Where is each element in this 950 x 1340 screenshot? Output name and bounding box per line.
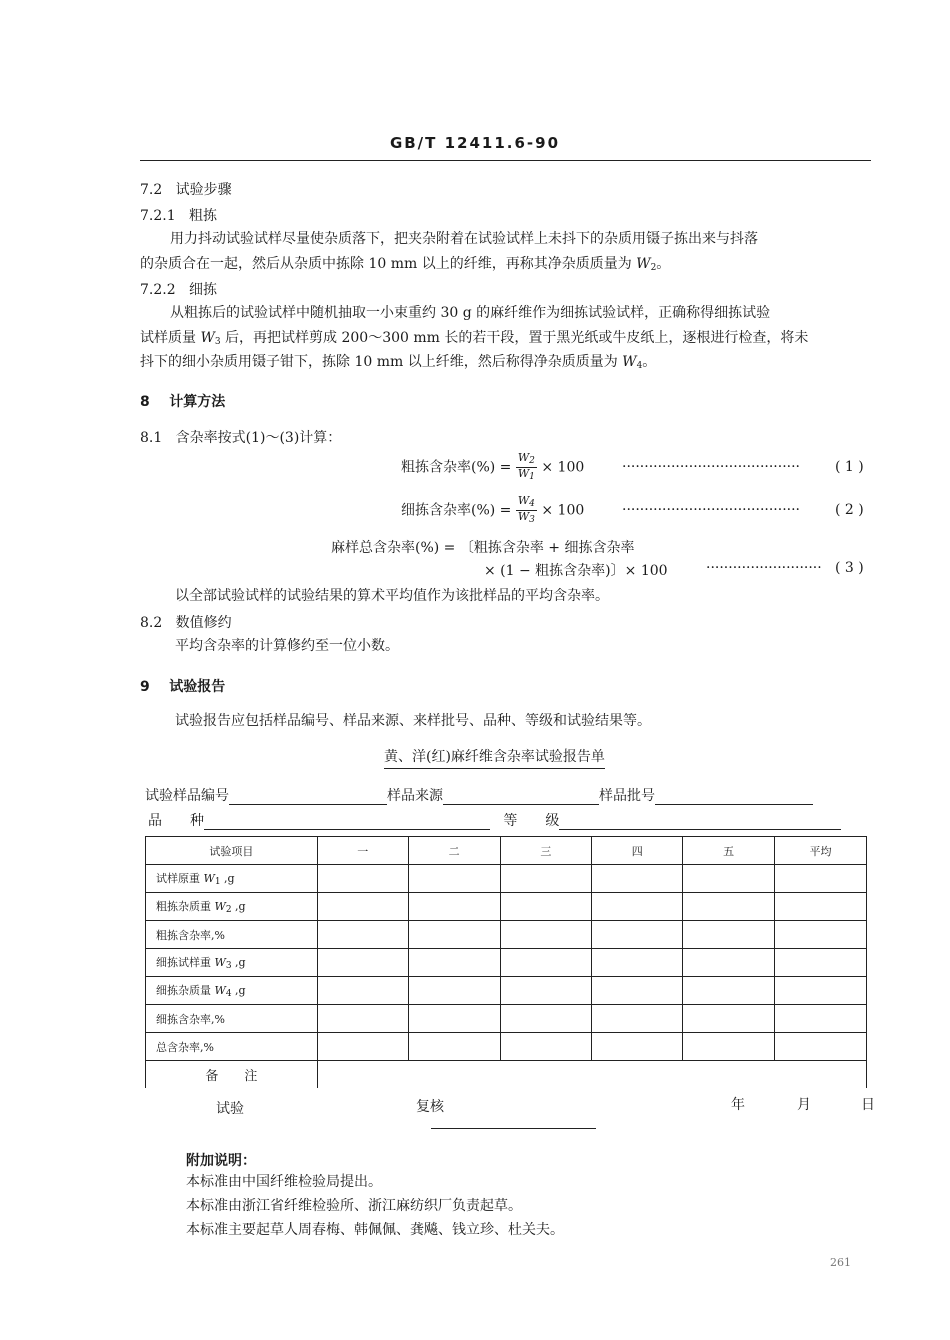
numerator-var: W <box>517 451 530 464</box>
section-title: 计算方法 <box>169 394 226 410</box>
appendix-line: 本标准由中国纤维检验局提出。 <box>186 1174 382 1190</box>
data-cell[interactable] <box>775 893 867 921</box>
data-cell[interactable] <box>683 893 775 921</box>
section-9-heading <box>140 676 225 696</box>
section-number: 8.1 <box>140 430 163 446</box>
formula-rhs: × 100 <box>536 502 585 519</box>
data-cell[interactable] <box>408 977 500 1005</box>
numerator-sub: 2 <box>529 456 535 466</box>
month-label: 月 <box>797 1097 811 1113</box>
field-label: 样品批号 <box>599 788 655 804</box>
section-number: 7.2.2 <box>140 282 176 298</box>
section-number: 9 <box>140 679 150 695</box>
section-title: 试验步骤 <box>175 182 232 198</box>
section-title: 数值修约 <box>175 615 232 631</box>
paragraph-line: 从粗拣后的试验试样中随机抽取一小束重约 30 g 的麻纤维作为细拣试验试样，正确称得细拣试验 <box>170 305 771 321</box>
data-cell[interactable] <box>317 977 408 1005</box>
data-cell[interactable] <box>775 949 867 977</box>
paragraph-line <box>140 328 808 352</box>
data-cell[interactable] <box>500 949 592 977</box>
row-label: 粗拣含杂率,% <box>146 921 318 949</box>
data-cell[interactable] <box>592 893 683 921</box>
header-rule <box>140 160 871 161</box>
data-cell[interactable] <box>592 949 683 977</box>
grade-blank[interactable] <box>559 829 841 830</box>
data-cell[interactable] <box>775 865 867 893</box>
data-cell[interactable] <box>500 865 592 893</box>
section-text: 含杂率按式(1)～(3)计算： <box>175 430 342 446</box>
sample-no-field <box>145 785 813 805</box>
variable: W <box>200 330 215 346</box>
formula-1 <box>401 452 584 483</box>
data-cell[interactable] <box>592 865 683 893</box>
field-label: 等 级 <box>503 813 560 829</box>
table-row <box>146 977 867 1005</box>
section-8-1-heading <box>140 427 341 447</box>
row-label: 细拣试样重 $W_3$ ,g <box>146 949 318 977</box>
section-8-heading <box>140 391 225 411</box>
data-cell[interactable] <box>683 1033 775 1061</box>
table-row <box>146 921 867 949</box>
data-cell[interactable] <box>592 1005 683 1033</box>
denominator-var: W <box>517 510 530 523</box>
section-title: 试验报告 <box>169 679 226 695</box>
data-cell[interactable] <box>317 1005 408 1033</box>
data-cell[interactable] <box>408 1005 500 1033</box>
paragraph-line: 用力抖动试验试样尽量使杂质落下，把夹杂附着在试验试样上未抖下的杂质用镊子拣出来与抖落 <box>170 231 758 247</box>
text: 抖下的细小杂质用镊子钳下，拣除 10 mm 以上纤维，然后称得净杂质质量为 <box>140 354 623 370</box>
data-cell[interactable] <box>500 1005 592 1033</box>
header-cell: 平均 <box>775 837 867 865</box>
section-7-2-2-heading <box>140 279 217 299</box>
appendix-line: 本标准由浙江省纤维检验所、浙江麻纺织厂负责起草。 <box>186 1198 522 1214</box>
table-row <box>146 949 867 977</box>
formula-lhs: 粗拣含杂率(%) = <box>401 459 516 476</box>
denominator-sub: 1 <box>529 472 535 482</box>
sample-no-blank[interactable] <box>229 804 387 805</box>
section-title: 细拣 <box>188 282 217 298</box>
end-separator <box>431 1128 596 1129</box>
paragraph-line: 平均含杂率的计算修约至一位小数。 <box>175 638 399 654</box>
report-table <box>145 836 867 1088</box>
row-label: 总含杂率,% <box>146 1033 318 1061</box>
paragraph-line <box>140 352 656 376</box>
appendix-title: 附加说明： <box>186 1153 256 1169</box>
fraction <box>516 452 537 483</box>
text: 。 <box>642 354 657 370</box>
equation-number: ( 2 ) <box>835 502 864 518</box>
numerator-sub: 4 <box>529 499 535 509</box>
field-label: 品 种 <box>148 813 204 829</box>
row-label: 细拣含杂率,% <box>146 1005 318 1033</box>
text: 试样质量 <box>140 330 201 346</box>
formula-lhs: 细拣含杂率(%) = <box>401 502 516 519</box>
equation-number: ( 3 ) <box>835 560 864 576</box>
report-form-title: 黄、洋(红)麻纤维含杂率试验报告单 <box>384 746 605 769</box>
denominator-sub: 3 <box>529 515 535 525</box>
text: 后，再把试样剪成 200～300 mm 长的若干段，置于黑光纸或牛皮纸上，逐根进行检查，将未 <box>220 330 809 346</box>
data-cell[interactable] <box>683 865 775 893</box>
section-number: 8 <box>140 394 150 410</box>
table-row <box>146 1005 867 1033</box>
batch-blank[interactable] <box>655 804 813 805</box>
data-cell[interactable] <box>317 921 408 949</box>
subscript: 3 <box>214 337 221 347</box>
header-cell: 五 <box>683 837 775 865</box>
data-cell[interactable] <box>683 921 775 949</box>
formula-3-line-2: × (1 − 粗拣含杂率)〕× 100 <box>484 563 668 579</box>
remarks-row <box>146 1061 867 1089</box>
leader-dots: ········································ <box>622 459 801 475</box>
denominator-var: W <box>517 467 530 480</box>
data-cell[interactable] <box>500 1033 592 1061</box>
variety-blank[interactable] <box>204 829 490 830</box>
table-row <box>146 893 867 921</box>
reviewer-label: 复核 <box>416 1099 444 1115</box>
header-cell: 四 <box>592 837 683 865</box>
data-cell[interactable] <box>408 949 500 977</box>
data-cell[interactable] <box>592 921 683 949</box>
data-cell[interactable] <box>500 921 592 949</box>
remarks-label: 备 注 <box>146 1061 318 1089</box>
variable: W <box>636 256 651 272</box>
row-label: 试样原重 $W_1$ ,g <box>146 865 318 893</box>
data-cell[interactable] <box>500 977 592 1005</box>
data-cell[interactable] <box>683 949 775 977</box>
day-label: 日 <box>861 1097 875 1113</box>
data-cell[interactable] <box>317 865 408 893</box>
section-number: 7.2.1 <box>140 208 176 224</box>
paragraph-line: 以全部试验试样的试验结果的算术平均值作为该批样品的平均含杂率。 <box>175 588 609 604</box>
header-cell: 一 <box>317 837 408 865</box>
leader-dots: ·························· <box>706 560 822 576</box>
data-cell[interactable] <box>775 977 867 1005</box>
data-cell[interactable] <box>775 1033 867 1061</box>
section-7-2-heading <box>140 179 232 199</box>
data-cell[interactable] <box>317 1033 408 1061</box>
formula-rhs: × 100 <box>536 459 585 476</box>
text: 的杂质合在一起，然后从杂质中拣除 10 mm 以上的纤维，再称其净杂质质量为 <box>140 256 637 272</box>
header-cell: 三 <box>500 837 592 865</box>
section-8-2-heading <box>140 612 232 632</box>
data-cell[interactable] <box>775 921 867 949</box>
appendix-line: 本标准主要起草人周春梅、韩佩佩、龚飚、钱立珍、杜关夫。 <box>186 1222 564 1238</box>
data-cell[interactable] <box>592 1033 683 1061</box>
equation-number: ( 1 ) <box>835 459 864 475</box>
data-cell[interactable] <box>408 893 500 921</box>
paragraph-line: 试验报告应包括样品编号、样品来源、来样批号、品种、等级和试验结果等。 <box>175 713 651 729</box>
data-cell[interactable] <box>408 1033 500 1061</box>
subscript: 2 <box>650 263 657 273</box>
table-header-row <box>146 837 867 865</box>
page-number: 261 <box>830 1256 851 1269</box>
section-7-2-1-heading <box>140 205 217 225</box>
standard-header: GB/T 12411.6-90 <box>389 134 561 152</box>
row-label: 粗拣杂质重 $W_2$ ,g <box>146 893 318 921</box>
field-label: 试验样品编号 <box>145 788 229 804</box>
variable: W <box>622 354 637 370</box>
section-number: 7.2 <box>140 182 163 198</box>
data-cell[interactable] <box>683 1005 775 1033</box>
fraction <box>516 495 537 526</box>
source-blank[interactable] <box>443 804 599 805</box>
table-row <box>146 865 867 893</box>
tester-label: 试验 <box>216 1101 244 1117</box>
header-cell: 二 <box>408 837 500 865</box>
paragraph-line <box>140 254 670 278</box>
data-cell[interactable] <box>317 949 408 977</box>
year-label: 年 <box>731 1097 745 1113</box>
remarks-cell[interactable] <box>317 1061 866 1089</box>
header-cell: 试验项目 <box>146 837 318 865</box>
data-cell[interactable] <box>592 977 683 1005</box>
formula-3-line-1: 麻样总含杂率(%) = 〔粗拣含杂率 + 细拣含杂率 <box>331 540 635 556</box>
data-cell[interactable] <box>500 893 592 921</box>
variety-grade-field <box>148 810 841 830</box>
section-number: 8.2 <box>140 615 163 631</box>
field-label: 样品来源 <box>387 788 443 804</box>
numerator-var: W <box>517 494 530 507</box>
table-row <box>146 1033 867 1061</box>
data-cell[interactable] <box>317 893 408 921</box>
subscript: 4 <box>636 361 643 371</box>
text: 。 <box>656 256 671 272</box>
data-cell[interactable] <box>408 921 500 949</box>
data-cell[interactable] <box>683 977 775 1005</box>
formula-2 <box>401 495 584 526</box>
section-title: 粗拣 <box>188 208 217 224</box>
leader-dots: ········································ <box>622 502 801 518</box>
row-label: 细拣杂质量 $W_4$ ,g <box>146 977 318 1005</box>
data-cell[interactable] <box>408 865 500 893</box>
data-cell[interactable] <box>775 1005 867 1033</box>
